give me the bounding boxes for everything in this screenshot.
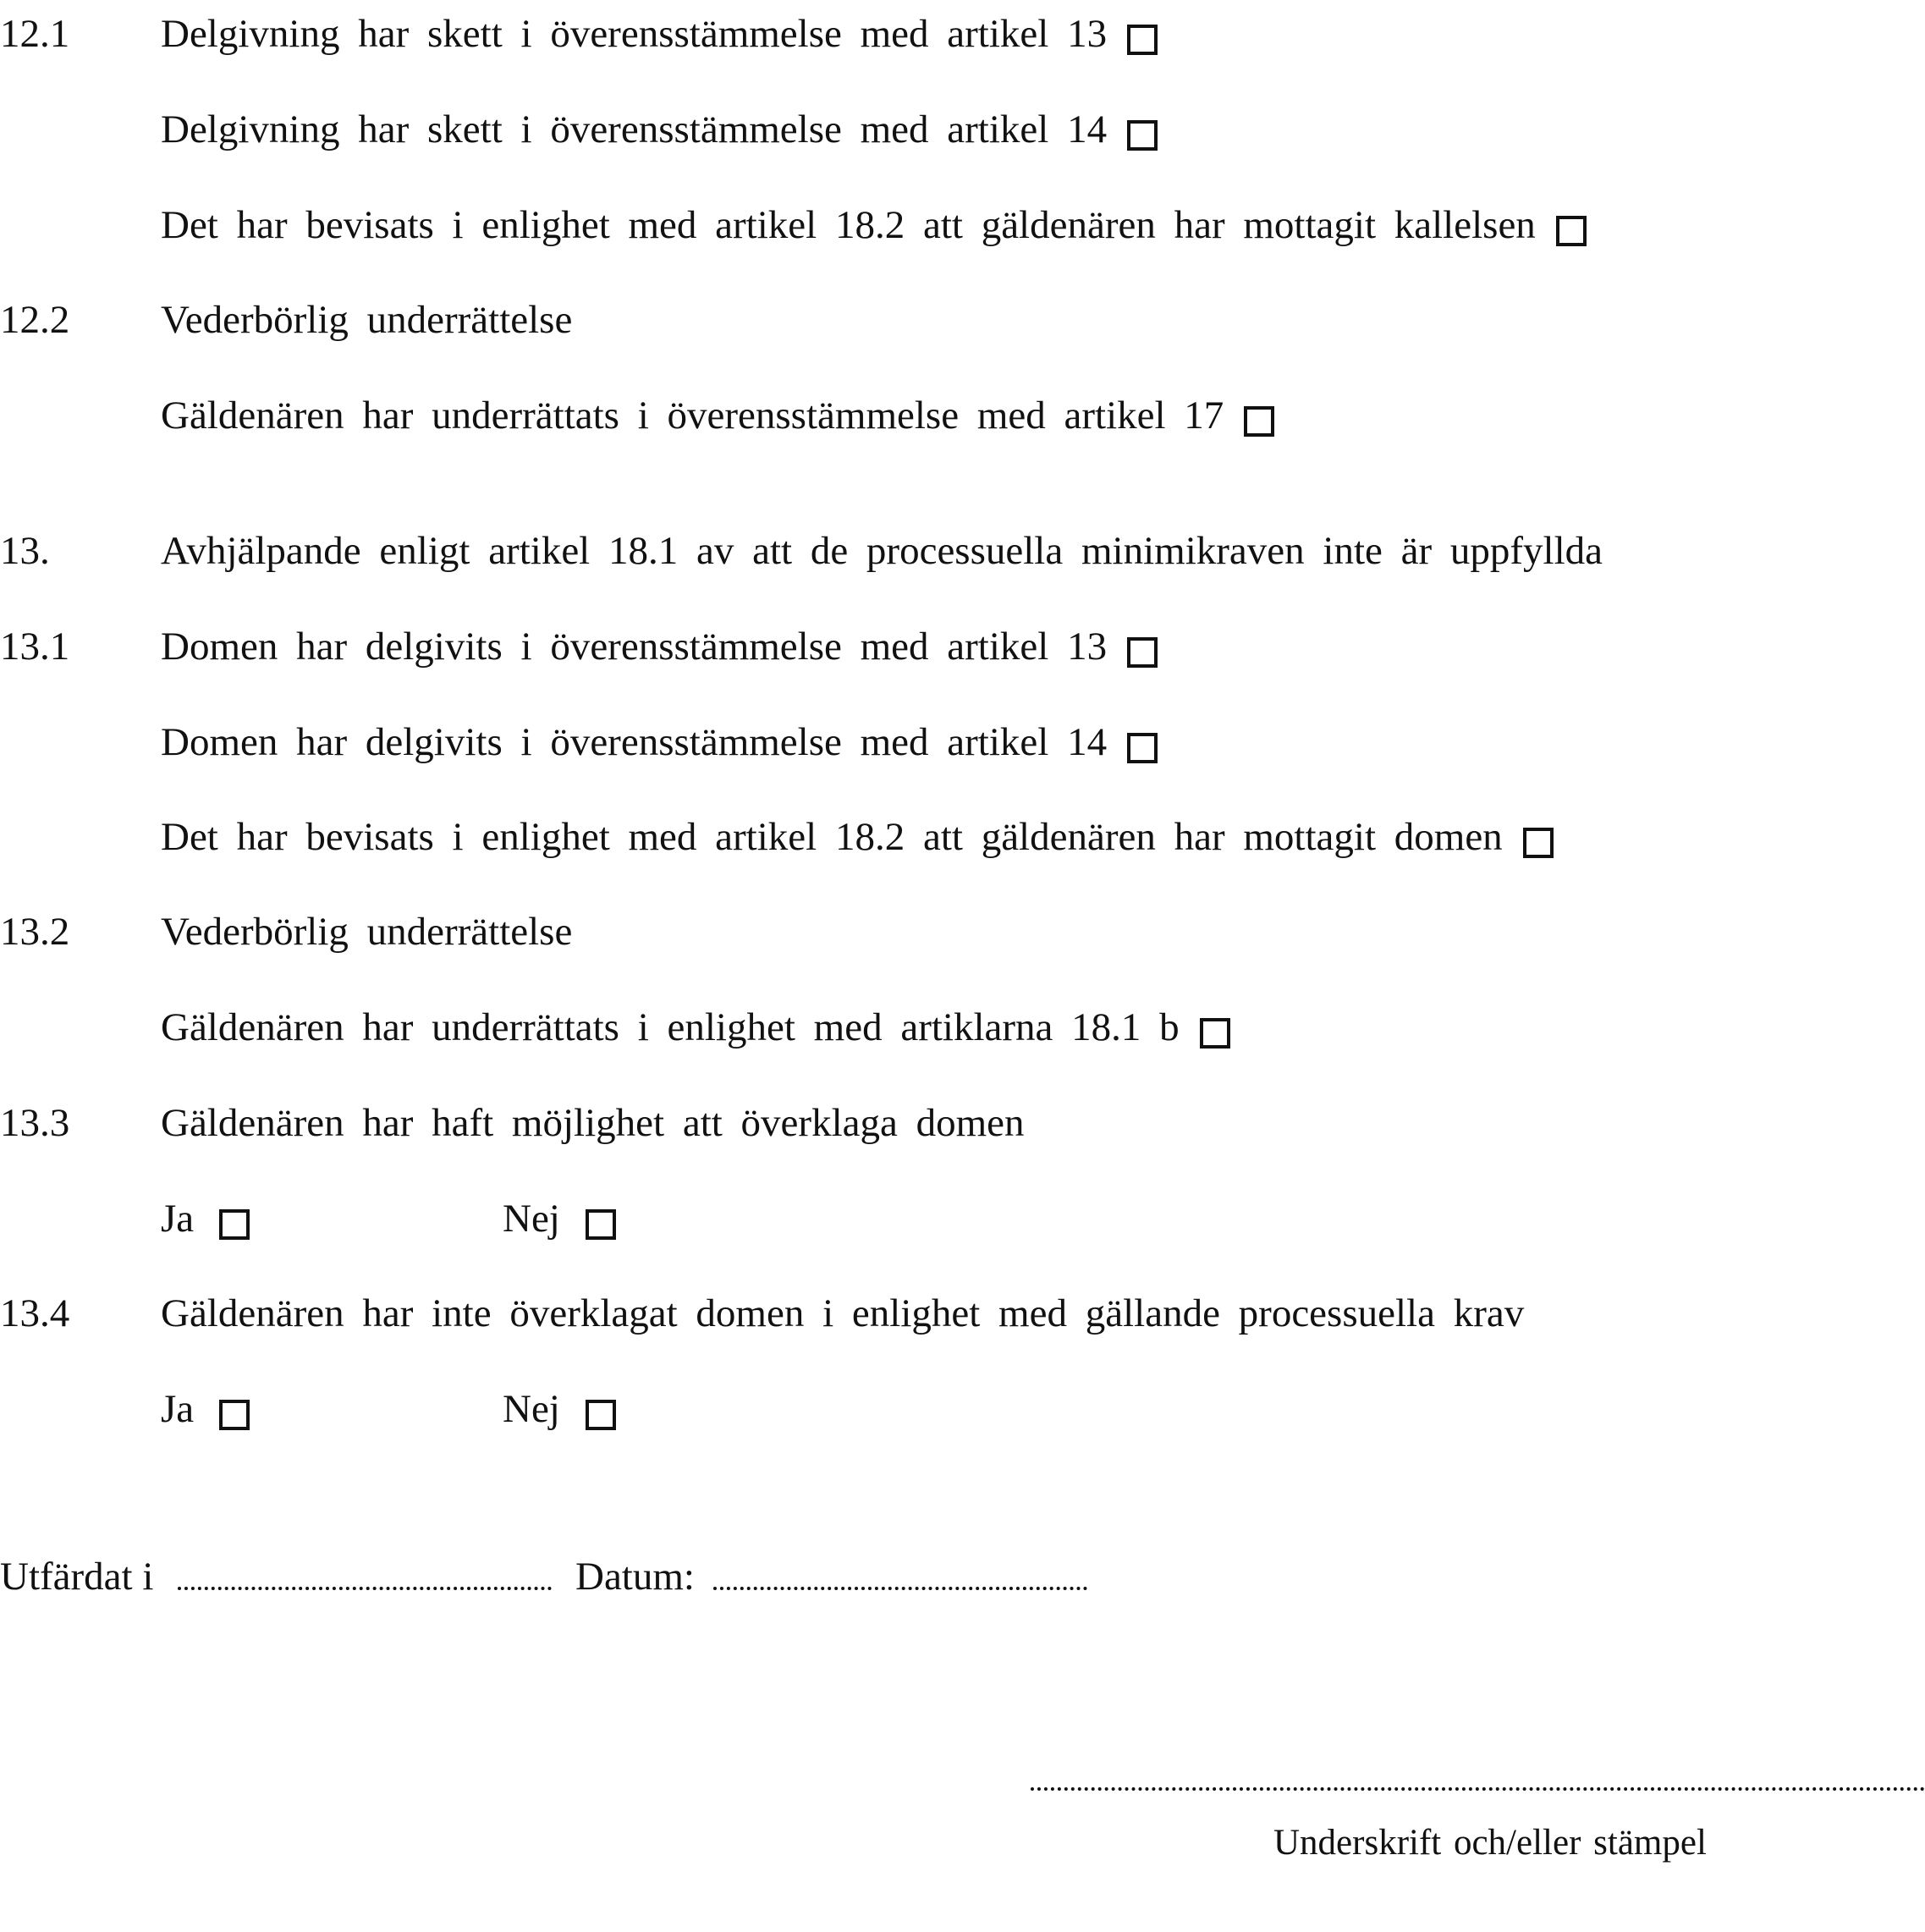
checkbox[interactable] <box>1127 733 1158 763</box>
option-yes[interactable] <box>161 1193 250 1244</box>
option-label: Ja <box>161 1387 195 1431</box>
section-13-4-options <box>0 1384 762 1434</box>
checkbox[interactable] <box>1556 216 1587 246</box>
statement-text: Det har bevisats i enlighet med artikel 18.2 att gäldenären har mottagit kallelsen <box>161 203 1536 247</box>
section-heading: Vederbörlig underrättelse <box>161 910 573 954</box>
statement-text: Gäldenären har underrättats i överensstämmelse med artikel 17 <box>161 394 1224 438</box>
date-label: Datum: <box>575 1555 695 1599</box>
signature-field[interactable] <box>1031 1787 1925 1791</box>
issued-place-field[interactable] <box>178 1565 552 1590</box>
section-heading: Gäldenären har haft möjlighet att överklaga domen <box>161 1101 1025 1145</box>
section-heading: Vederbörlig underrättelse <box>161 298 573 342</box>
section-number: 12.2 <box>0 298 70 342</box>
checkbox[interactable] <box>1127 120 1158 151</box>
checkbox[interactable] <box>1200 1018 1230 1049</box>
section-heading: Avhjälpande enligt artikel 18.1 av att de processuella minimikraven inte är uppfyllda <box>161 529 1603 573</box>
checkbox[interactable] <box>219 1209 250 1240</box>
checkbox[interactable] <box>586 1209 616 1240</box>
checkbox[interactable] <box>1523 828 1554 858</box>
checkbox[interactable] <box>219 1400 250 1430</box>
option-label: Nej <box>503 1387 560 1431</box>
option-yes[interactable] <box>161 1384 250 1434</box>
section-13-3-options <box>0 1193 762 1244</box>
option-no[interactable] <box>503 1384 616 1434</box>
checkbox[interactable] <box>1127 637 1158 668</box>
checkbox[interactable] <box>1127 25 1158 55</box>
issued-date-row <box>0 1551 1100 1602</box>
statement-text: Domen har delgivits i överensstämmelse med artikel 13 <box>161 625 1108 669</box>
checkbox[interactable] <box>1244 406 1274 437</box>
statement-text: Delgivning har skett i överensstämmelse med artikel 14 <box>161 107 1108 151</box>
option-no[interactable] <box>503 1193 616 1244</box>
statement-text: Domen har delgivits i överensstämmelse med artikel 14 <box>161 720 1108 764</box>
section-heading: Gäldenären har inte överklagat domen i enlighet med gällande processuella krav <box>161 1291 1525 1335</box>
statement-text: Delgivning har skett i överensstämmelse med artikel 13 <box>161 12 1108 56</box>
section-number: 13.3 <box>0 1101 70 1145</box>
section-number: 12.1 <box>0 12 70 56</box>
option-label: Nej <box>503 1197 560 1241</box>
date-field[interactable] <box>713 1565 1087 1590</box>
option-label: Ja <box>161 1197 195 1241</box>
issued-label: Utfärdat i <box>0 1555 154 1599</box>
section-number: 13.4 <box>0 1291 70 1335</box>
section-number: 13. <box>0 529 50 573</box>
section-number: 13.1 <box>0 625 70 669</box>
section-number: 13.2 <box>0 910 70 954</box>
statement-text: Det har bevisats i enlighet med artikel 18.2 att gäldenären har mottagit domen <box>161 815 1503 859</box>
signature-label: Underskrift och/eller stämpel <box>1273 1823 1707 1863</box>
statement-text: Gäldenären har underrättats i enlighet med artiklarna 18.1 b <box>161 1005 1180 1049</box>
checkbox[interactable] <box>586 1400 616 1430</box>
